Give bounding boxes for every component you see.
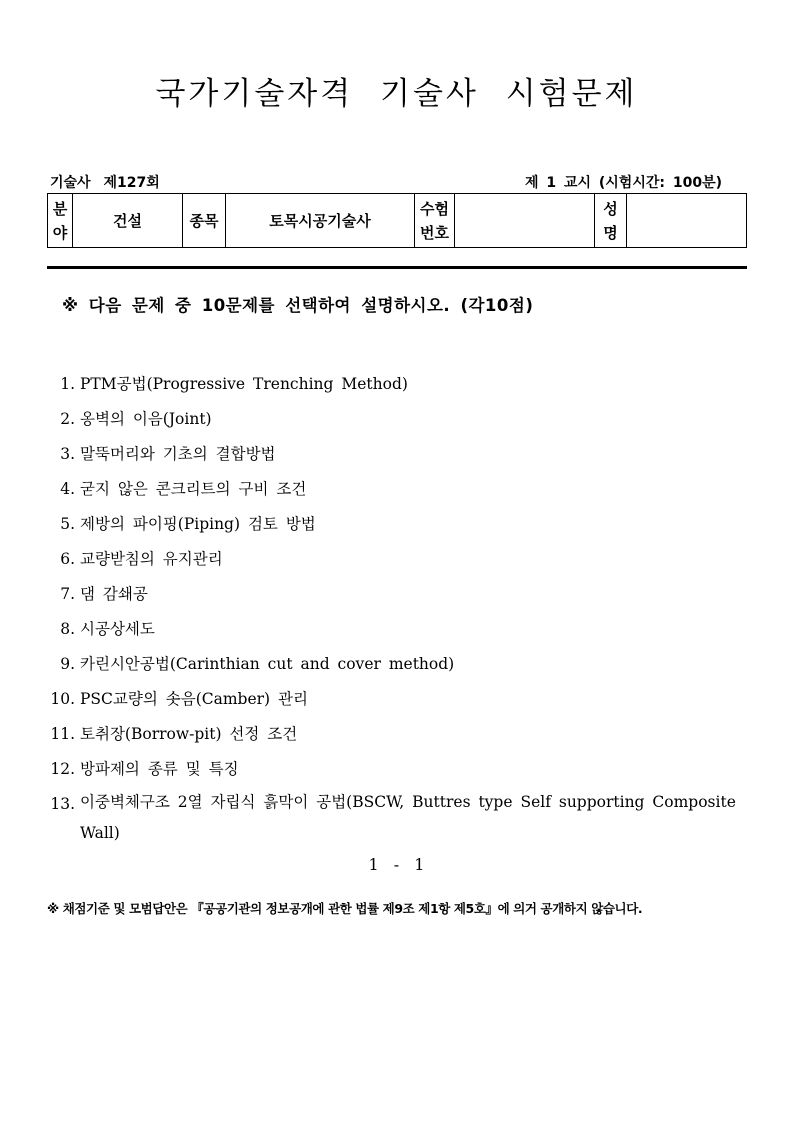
question-item: 11. 토취장(Borrow-pit) 선정 조건 [50,725,298,743]
question-item: 1. PTM공법(Progressive Trenching Method) [60,375,408,393]
exam-session: 제 1 교시 (시험시간: 100분) [524,175,722,191]
exam-number-label: 수험 번호 [415,194,455,248]
exam-meta-row [48,172,746,192]
question-item: 10. PSC교량의 솟음(Camber) 관리 [50,690,308,708]
field-label: 분 야 [48,194,73,248]
name-field[interactable] [627,194,747,248]
page-number: 1 - 1 [368,855,425,874]
field-value: 건설 [73,194,183,248]
exam-info-table [47,193,747,248]
divider-rule [47,266,747,269]
question-item: 5. 제방의 파이핑(Piping) 검토 방법 [60,515,316,533]
question-list [44,367,744,849]
type-value: 토목시공기술사 [226,194,415,248]
question-item: 9. 카린시안공법(Carinthian cut and cover method) [60,655,455,673]
question-item: 7. 댐 감쇄공 [60,585,148,603]
question-item: 2. 옹벽의 이음(Joint) [60,410,212,428]
exam-number-field[interactable] [455,194,595,248]
question-item: 12. 방파제의 종류 및 특징 [50,760,239,778]
question-item: 6. 교량받침의 유지관리 [60,550,223,568]
question-item: 4. 굳지 않은 콘크리트의 구비 조건 [60,480,307,498]
question-item: 13. 이중벽체구조 2열 자립식 흙막이 공법(BSCW, Buttres type Self supporting Composite Wall) [50,793,736,842]
instruction-text: ※ 다음 문제 중 10문제를 선택하여 설명하시오. (각10점) [62,296,534,315]
type-label: 종목 [183,194,226,248]
exam-round: 기술사 제127회 [50,175,160,191]
footer-note: ※ 채점기준 및 모범답안은 『공공기관의 정보공개에 관한 법률 제9조 제1항 제5호』에 의거 공개하지 않습니다. [47,901,643,916]
name-label: 성 명 [595,194,627,248]
question-item: 3. 말뚝머리와 기초의 결합방법 [60,445,276,463]
exam-title: 국가기술자격 기술사 시험문제 [155,76,638,112]
question-item: 8. 시공상세도 [60,620,155,638]
